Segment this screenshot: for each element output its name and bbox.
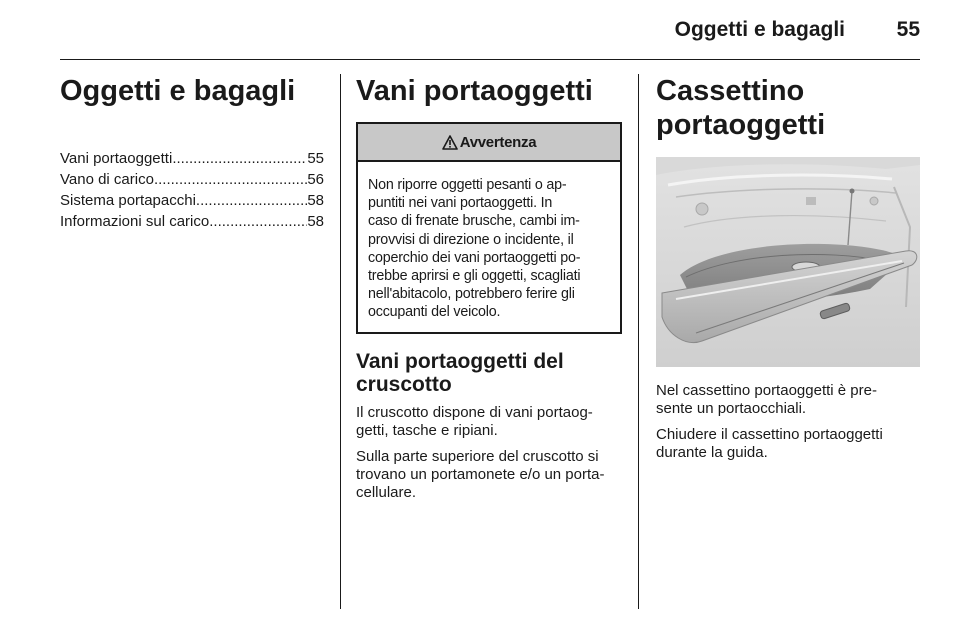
text-line: Sulla parte superiore del cruscotto si xyxy=(356,447,599,465)
toc-leader xyxy=(209,211,307,232)
toc-item-page: 55 xyxy=(307,150,324,167)
toc-item[interactable] xyxy=(60,169,324,190)
chapter-title: Oggetti e bagagli xyxy=(60,75,296,107)
toc-leader xyxy=(154,169,307,190)
dashboard-storage-section xyxy=(356,350,622,502)
table-of-contents xyxy=(60,148,324,232)
header-rule xyxy=(60,59,920,60)
paragraph xyxy=(656,382,920,418)
text-line: Il cruscotto dispone di vani portaog- xyxy=(356,403,593,421)
text-line: Vani portaoggetti del xyxy=(356,349,564,373)
text-line: trovano un portamonete e/o un porta- xyxy=(356,465,605,483)
chapter-column xyxy=(60,74,324,232)
toc-item[interactable] xyxy=(60,148,324,169)
text-line: provvisi di direzione o incidente, il xyxy=(368,231,574,248)
warning-heading xyxy=(358,124,620,162)
text-line: sente un portaocchiali. xyxy=(656,400,807,417)
toc-item-page: 58 xyxy=(307,213,324,230)
text-line: puntiti nei vani portaoggetti. In xyxy=(368,195,553,212)
running-header-title: Oggetti e bagagli xyxy=(674,18,845,41)
text-line: Chiudere il cassettino portaoggetti xyxy=(656,426,883,443)
toc-leader xyxy=(172,148,307,169)
paragraph xyxy=(656,426,920,462)
text-line: Non riporre oggetti pesanti o ap- xyxy=(368,177,567,193)
subsection-title xyxy=(356,350,622,396)
toc-item-page: 58 xyxy=(307,192,324,209)
column-divider-left xyxy=(340,74,341,609)
section-title: Vani portaoggetti xyxy=(356,75,593,107)
toc-item-label: Vani portaoggetti xyxy=(60,150,173,167)
text-line: Nel cassettino portaoggetti è pre- xyxy=(656,382,877,399)
text-line: cellulare. xyxy=(356,483,417,501)
toc-item[interactable] xyxy=(60,211,324,232)
section-title: Cassettino portaoggetti xyxy=(656,75,826,141)
text-line: cruscotto xyxy=(356,372,452,396)
warning-box xyxy=(356,122,622,334)
text-line: occupanti del veicolo. xyxy=(368,304,501,321)
paragraph xyxy=(356,404,622,440)
toc-item-page: 56 xyxy=(307,171,324,188)
glovebox-illustration xyxy=(656,157,920,367)
text-line: durante la guida. xyxy=(656,444,768,461)
warning-triangle-icon xyxy=(442,135,458,150)
glovebox-column xyxy=(656,74,920,462)
page-number: 55 xyxy=(896,18,920,41)
column-divider-right xyxy=(638,74,639,609)
text-line: getti, tasche e ripiani. xyxy=(356,421,498,439)
text-line: trebbe aprirsi e gli oggetti, scagliati xyxy=(368,268,581,285)
toc-leader xyxy=(196,190,307,211)
text-line: caso di frenate brusche, cambi im- xyxy=(368,213,580,230)
toc-item[interactable] xyxy=(60,190,324,211)
toc-item-label: Sistema portapacchi xyxy=(60,192,196,209)
toc-item-label: Informazioni sul carico xyxy=(60,213,210,230)
text-line: nell'abitacolo, potrebbero ferire gli xyxy=(368,286,575,303)
warning-text xyxy=(358,162,620,332)
toc-item-label: Vano di carico xyxy=(60,171,154,188)
storage-column xyxy=(356,74,622,502)
paragraph xyxy=(356,448,622,502)
text-line: coperchio dei vani portaoggetti po- xyxy=(368,249,581,266)
warning-heading-text: Avvertenza xyxy=(459,133,537,151)
